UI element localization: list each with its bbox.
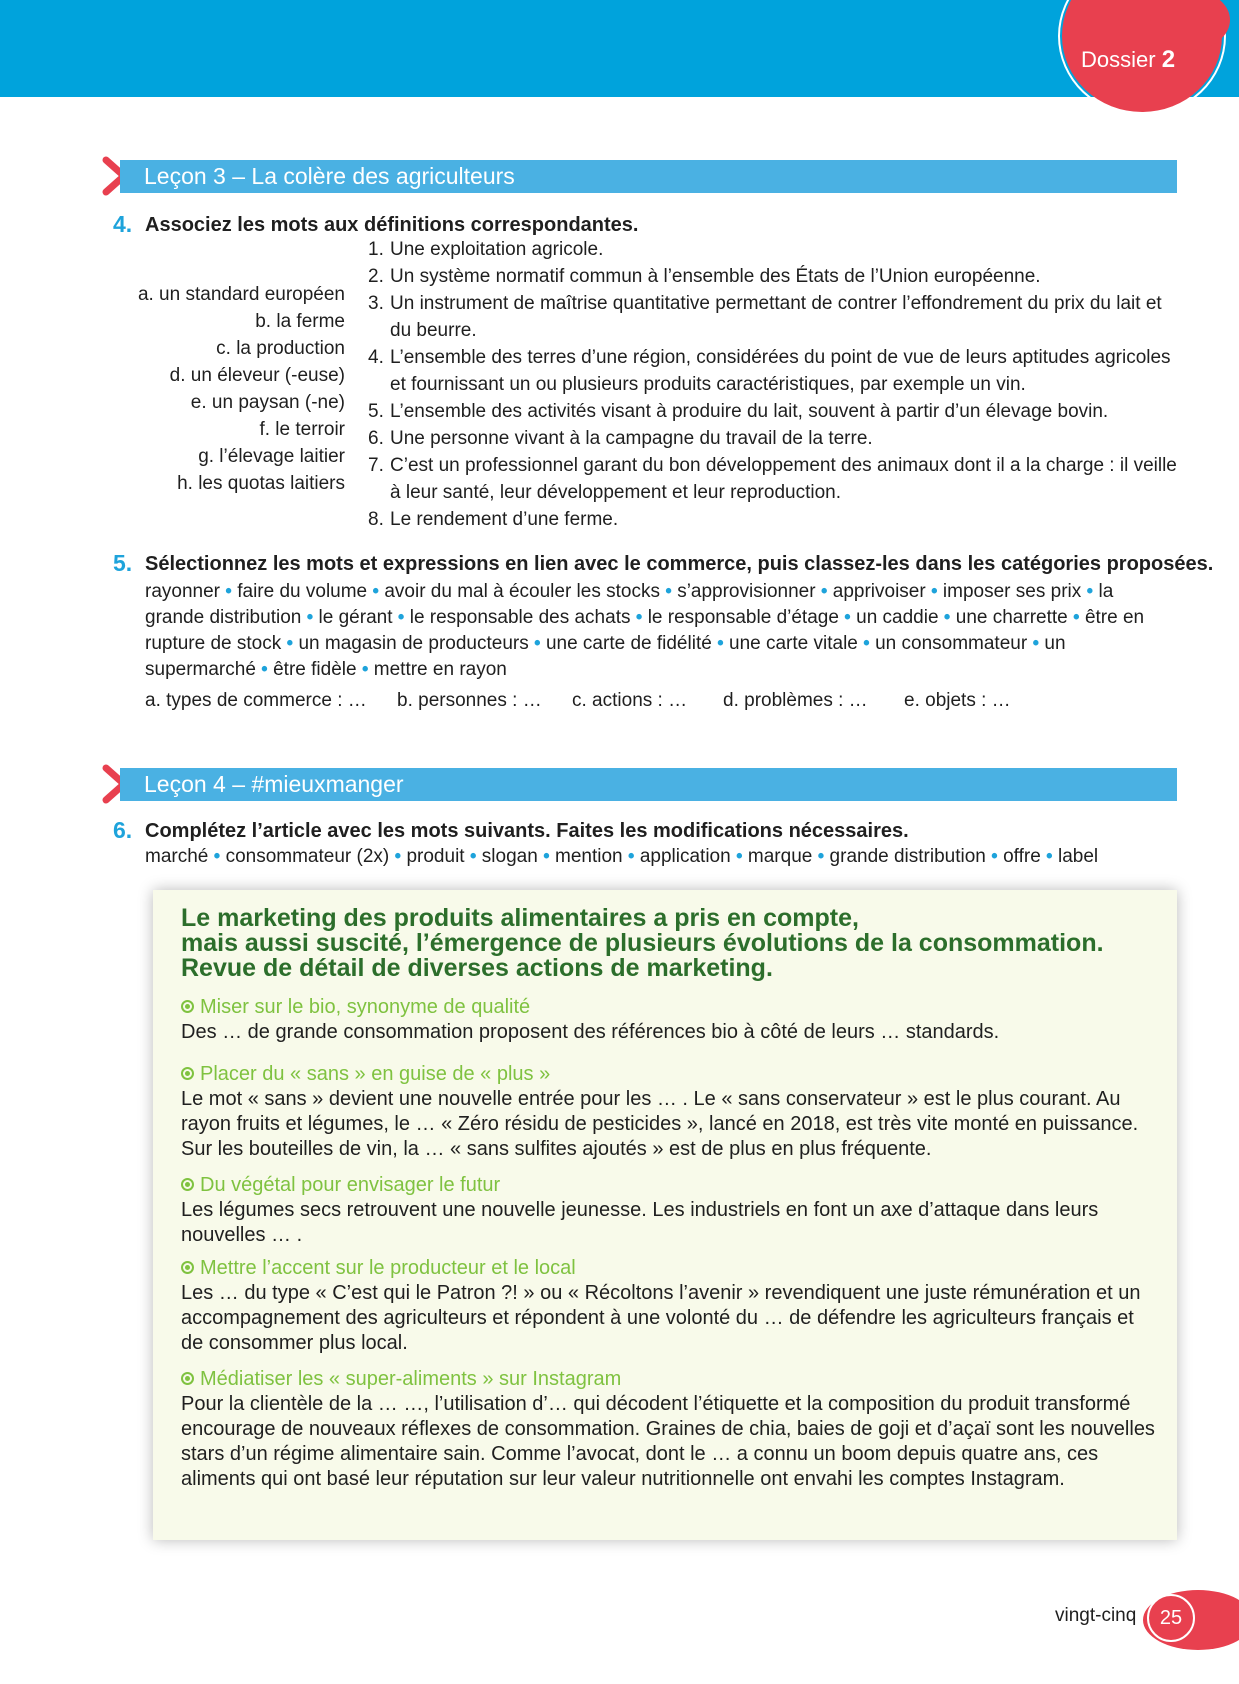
bullet-dot-icon: • — [659, 581, 678, 602]
definition-number: 3. — [368, 293, 384, 314]
definition-text: Une exploitation agricole. — [390, 239, 604, 260]
headline-line: Revue de détail de diverses actions de marketing. — [181, 954, 773, 982]
bullet-dot-icon: • — [815, 581, 833, 602]
word-list-item: le responsable des achats — [409, 607, 631, 628]
exercise-4-word-list — [0, 281, 345, 497]
bullet-dot-icon: • — [281, 633, 299, 654]
definition-item — [368, 344, 1178, 398]
article-section — [181, 995, 1161, 1045]
bullet-dot-icon: • — [255, 659, 274, 680]
section-body: Le mot « sans » devient une nouvelle entrée pour les … . Le « sans conservateur » est le plus courant. Au rayon fruits et légumes, le … « Zéro résidu de pesticides », lancé en 2018, est très vite monté en puissance. Sur les bouteilles de vin, la … « sans sulfites ajoutés » est de plus en plus fréquente. — [181, 1088, 1139, 1160]
bullet-dot-icon: • — [985, 846, 1004, 867]
definition-number: 1. — [368, 239, 384, 260]
bullet-dot-icon: • — [711, 633, 730, 654]
definition-item — [368, 398, 1178, 425]
dossier-label — [1081, 46, 1175, 74]
bullet-dot-icon: • — [208, 846, 226, 867]
word-list-item: consommateur (2x) — [225, 846, 390, 867]
dossier-text: Dossier — [1081, 47, 1156, 72]
definition-number: 6. — [368, 428, 384, 449]
word-list-item: apprivoiser — [832, 581, 926, 602]
definition-number: 8. — [368, 509, 384, 530]
word-list-item: label — [1058, 846, 1099, 867]
section-title — [181, 1173, 1161, 1198]
definition-text: Un instrument de maîtrise quantitative permettant de contrer l’effondrement du prix du lait et du beurre. — [390, 293, 1162, 341]
definition-item — [368, 290, 1178, 344]
word-list-item: une carte vitale — [729, 633, 858, 654]
bullet-dot-icon: • — [1081, 581, 1099, 602]
category-item: b. personnes : … — [397, 690, 542, 711]
exercise-6-instruction: Complétez l’article avec les mots suivants. Faites les modifications nécessaires. — [145, 820, 909, 842]
target-bullet-icon — [181, 1372, 194, 1385]
definition-item — [368, 425, 1178, 452]
word-list-item: un supermarché — [145, 633, 1066, 680]
section-title-text: Du végétal pour envisager le futur — [200, 1174, 501, 1196]
definition-item — [368, 263, 1178, 290]
definition-text: L’ensemble des terres d’une région, considérées du point de vue de leurs aptitudes agricoles et fournissant un ou plusieurs produits caractéristiques, par exemple un vin. — [390, 347, 1171, 395]
word-list-item: marque — [747, 846, 813, 867]
bullet-dot-icon: • — [630, 607, 648, 628]
section-body: Les … du type « C’est qui le Patron ?! » ou « Récoltons l’avenir » revendiquent une juste rémunération et un accompagnement des agriculteurs et répondent à une volonté du … de défendre les agriculteurs français et de consommer plus local. — [181, 1282, 1141, 1354]
definition-text: C’est un professionnel garant du bon développement des animaux dont il a la charge : il veille à leur santé, leur développement et leur reproduction. — [390, 455, 1177, 503]
article-section — [181, 1173, 1161, 1248]
section-body: Les légumes secs retrouvent une nouvelle jeunesse. Les industriels en font un axe d’attaque dans leurs nouvelles … . — [181, 1199, 1099, 1246]
dossier-number: 2 — [1161, 46, 1176, 73]
category-item: a. types de commerce : … — [145, 690, 367, 711]
exercise-4-number: 4. — [113, 211, 133, 237]
page-number-word: vingt-cinq — [1055, 1605, 1137, 1626]
bullet-dot-icon: • — [356, 659, 374, 680]
lesson-3-title: Leçon 3 – La colère des agriculteurs — [120, 160, 1177, 193]
target-bullet-icon — [181, 1000, 194, 1013]
word-list-item: faire du volume — [237, 581, 368, 602]
exercise-5-number: 5. — [113, 550, 133, 576]
target-bullet-icon — [181, 1067, 194, 1080]
bullet-dot-icon: • — [389, 846, 407, 867]
article-section — [181, 1062, 1161, 1162]
top-banner — [0, 0, 1239, 97]
word-item: g. l’élevage laitier — [198, 446, 345, 467]
definition-text: Un système normatif commun à l’ensemble des États de l’Union européenne. — [390, 266, 1041, 287]
word-list-item: marché — [145, 846, 209, 867]
definition-item — [368, 506, 1178, 533]
section-title — [181, 1062, 1161, 1087]
definition-number: 7. — [368, 455, 384, 476]
definition-item — [368, 236, 1178, 263]
article-section — [181, 1256, 1161, 1356]
word-list-item: le gérant — [318, 607, 393, 628]
definition-text: Une personne vivant à la campagne du travail de la terre. — [390, 428, 873, 449]
word-list-item: un magasin de producteurs — [298, 633, 529, 654]
word-list-item: le responsable d’étage — [647, 607, 839, 628]
word-list-item: avoir du mal à écouler les stocks — [384, 581, 660, 602]
definition-item — [368, 452, 1178, 506]
lesson-4-title: Leçon 4 – #mieuxmanger — [120, 768, 1177, 801]
word-list-item: la grande distribution — [145, 581, 1114, 628]
exercise-6-word-list — [145, 844, 1165, 870]
exercise-5-instruction: Sélectionnez les mots et expressions en lien avec le commerce, puis classez-les dans les catégories proposées. — [145, 553, 1214, 575]
bullet-dot-icon: • — [730, 846, 748, 867]
word-item: a. un standard européen — [137, 284, 345, 305]
bullet-dot-icon: • — [622, 846, 640, 867]
article-box — [153, 890, 1177, 1540]
bullet-dot-icon: • — [220, 581, 238, 602]
bullet-dot-icon: • — [464, 846, 482, 867]
article-headline — [181, 906, 1161, 981]
word-list-item: produit — [406, 846, 465, 867]
page-number: 25 — [1147, 1594, 1195, 1642]
bullet-dot-icon: • — [1067, 607, 1085, 628]
word-item: h. les quotas laitiers — [177, 473, 345, 494]
definition-text: L’ensemble des activités visant à produire du lait, souvent à partir d’un élevage bovin. — [390, 401, 1109, 422]
section-title — [181, 995, 1161, 1020]
exercise-4-definitions — [368, 236, 1178, 533]
section-title-text: Médiatiser les « super-aliments » sur Instagram — [200, 1368, 622, 1390]
word-list-item: une charrette — [955, 607, 1068, 628]
word-item: f. le terroir — [259, 419, 345, 440]
word-list-item: être en rupture de stock — [145, 607, 1145, 654]
word-list-item: être fidèle — [273, 659, 357, 680]
bullet-dot-icon: • — [301, 607, 319, 628]
article-section — [181, 1367, 1161, 1492]
target-bullet-icon — [181, 1261, 194, 1274]
word-item: c. la production — [216, 338, 345, 359]
definition-number: 2. — [368, 266, 384, 287]
headline-line: mais aussi suscité, l’émergence de plusieurs évolutions de la consommation. — [181, 929, 1104, 957]
exercise-5-word-list — [145, 579, 1165, 683]
section-title-text: Mettre l’accent sur le producteur et le local — [200, 1257, 576, 1279]
section-body: Des … de grande consommation proposent des références bio à côté de leurs … standards. — [181, 1021, 1000, 1043]
bullet-dot-icon: • — [367, 581, 385, 602]
word-list-item: rayonner — [145, 581, 220, 602]
word-list-item: grande distribution — [829, 846, 986, 867]
word-list-item: mention — [555, 846, 623, 867]
category-item: c. actions : … — [572, 690, 688, 711]
definition-text: Le rendement d’une ferme. — [390, 509, 619, 530]
word-list-item: application — [639, 846, 731, 867]
bullet-dot-icon: • — [1027, 633, 1045, 654]
word-list-item: slogan — [481, 846, 538, 867]
section-title — [181, 1256, 1161, 1281]
bullet-dot-icon: • — [812, 846, 830, 867]
section-title-text: Miser sur le bio, synonyme de qualité — [200, 996, 531, 1018]
definition-number: 5. — [368, 401, 384, 422]
definition-number: 4. — [368, 347, 384, 368]
exercise-4-instruction: Associez les mots aux définitions correspondantes. — [145, 214, 639, 236]
word-list-item: mettre en rayon — [373, 659, 507, 680]
category-item: d. problèmes : … — [723, 690, 868, 711]
word-item: d. un éleveur (-euse) — [169, 365, 345, 386]
word-list-item: offre — [1003, 846, 1041, 867]
bullet-dot-icon: • — [938, 607, 956, 628]
bullet-dot-icon: • — [838, 607, 857, 628]
word-list-item: un caddie — [856, 607, 939, 628]
exercise-6-number: 6. — [113, 817, 133, 843]
bullet-dot-icon: • — [925, 581, 943, 602]
bullet-dot-icon: • — [528, 633, 546, 654]
bullet-dot-icon: • — [392, 607, 410, 628]
bullet-dot-icon: • — [537, 846, 556, 867]
word-item: e. un paysan (-ne) — [190, 392, 345, 413]
word-item: b. la ferme — [255, 311, 345, 332]
headline-line: Le marketing des produits alimentaires a pris en compte, — [181, 904, 859, 932]
word-list-item: une carte de fidélité — [545, 633, 712, 654]
word-list-item: un consommateur — [875, 633, 1028, 654]
bullet-dot-icon: • — [857, 633, 876, 654]
bullet-dot-icon: • — [1040, 846, 1058, 867]
section-body: Pour la clientèle de la … …, l’utilisation d’… qui décodent l’étiquette et la composition du produit transformé encourage de nouveaux réflexes de consommation. Graines de chia, baies de goji et d’açaï sont les nouvelles stars d’un régime alimentaire sain. Comme l’avocat, dont le … a connu un boom depuis quatre ans, ces aliments qui ont basé leur réputation sur leur valeur nutritionnelle ont envahi les comptes Instagram. — [181, 1393, 1155, 1490]
target-bullet-icon — [181, 1178, 194, 1191]
category-item: e. objets : … — [904, 690, 1011, 711]
word-list-item: s’approvisionner — [677, 581, 816, 602]
word-list-item: imposer ses prix — [942, 581, 1082, 602]
section-title — [181, 1367, 1161, 1392]
section-title-text: Placer du « sans » en guise de « plus » — [200, 1063, 551, 1085]
